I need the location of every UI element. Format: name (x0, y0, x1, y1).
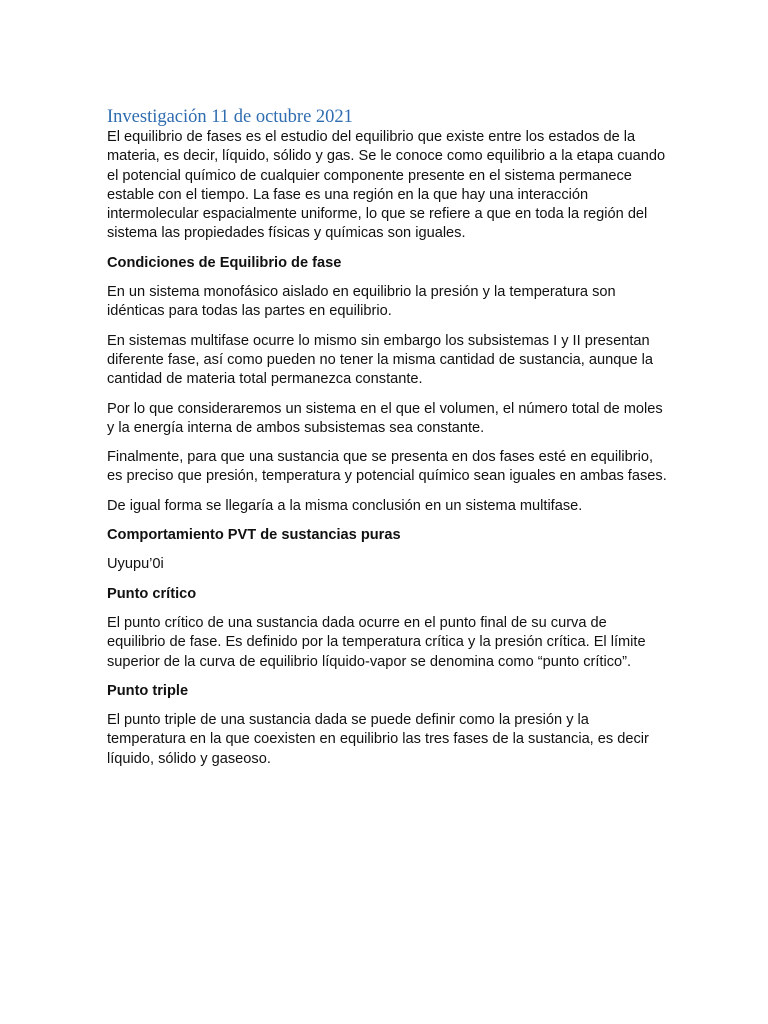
section-heading-comportamiento-pvt: Comportamiento PVT de sustancias puras (107, 527, 401, 544)
document-page (107, 106, 667, 779)
paragraph: En un sistema monofásico aislado en equilibrio la presión y la temperatura son idénticas para todas las partes en equilibrio. (107, 284, 616, 320)
paragraph: De igual forma se llegaría a la misma conclusión en un sistema multifase. (107, 497, 583, 514)
paragraph: Finalmente, para que una sustancia que se presenta en dos fases esté en equilibrio, es preciso que presión, temperatura y potencial químico sean iguales en ambas fases. (107, 449, 667, 485)
section-heading-punto-critico: Punto crítico (107, 585, 197, 602)
paragraph: Uyupu’0i (107, 556, 164, 573)
intro-paragraph: El equilibrio de fases es el estudio del equilibrio que existe entre los estados de la materia, es decir, líquido, sólido y gas. Se le conoce como equilibrio a la etapa cuando el potencial químico de cualquier componente presente en el sistema permanece estable con el tiempo. La fase es una región en la que hay una interacción intermolecular espacialmente uniforme, lo que se refiere a que en toda la región del sistema las propiedades físicas y químicas son iguales. (107, 129, 666, 242)
paragraph: En sistemas multifase ocurre lo mismo sin embargo los subsistemas I y II presentan diferente fase, así como pueden no tener la misma cantidad de sustancia, aunque la cantidad de materia total permanezca constante. (107, 332, 653, 388)
section-heading-condiciones: Condiciones de Equilibrio de fase (107, 254, 342, 271)
document-title: Investigación 11 de octubre 2021 (107, 107, 353, 127)
paragraph: El punto triple de una sustancia dada se puede definir como la presión y la temperatura en la que coexisten en equilibrio las tres fases de la sustancia, es decir líquido, sólido y gaseoso. (107, 712, 649, 767)
paragraph: Por lo que consideraremos un sistema en el que el volumen, el número total de moles y la energía interna de ambos subsistemas sea constante. (107, 400, 663, 436)
paragraph: El punto crítico de una sustancia dada ocurre en el punto final de su curva de equilibrio de fase. Es definido por la temperatura crítica y la presión crítica. El límite superior de la curva de equilibrio líquido-vapor se denomina como “punto crítico”. (107, 614, 646, 670)
section-heading-punto-triple: Punto triple (107, 682, 189, 699)
